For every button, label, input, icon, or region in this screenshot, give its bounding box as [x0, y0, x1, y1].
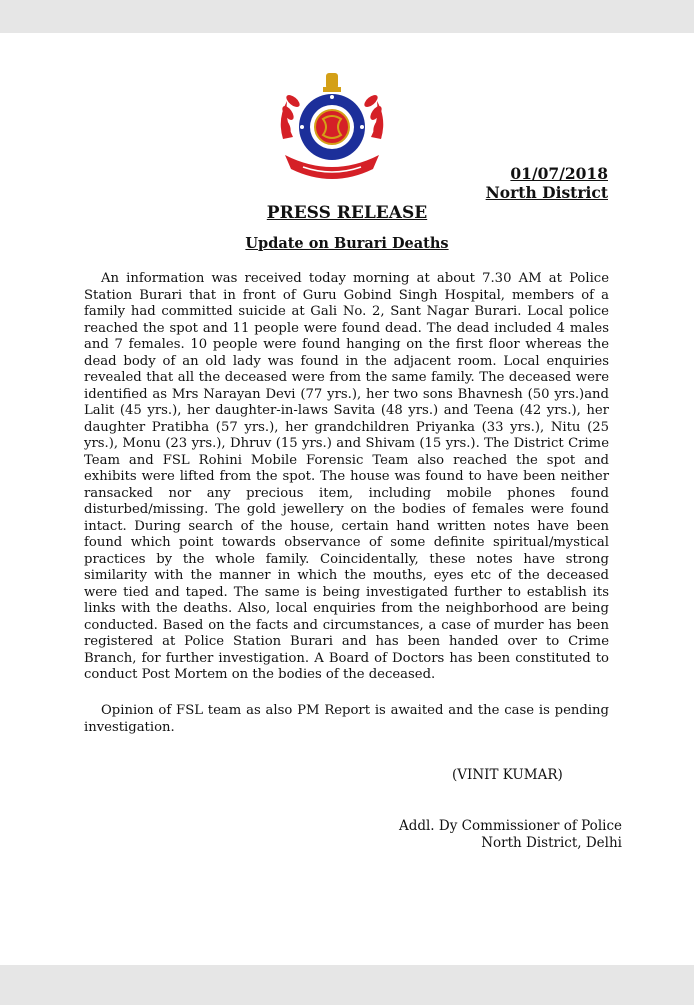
date-district-block	[486, 164, 608, 202]
designation-line-2: North District, Delhi	[481, 835, 622, 851]
delhi-police-emblem-icon	[273, 69, 391, 187]
body-paragraph-1: An information was received today morning at about 7.30 AM at Police Station Burari that in front of Guru Gobind Singh Hospital, members of a family had committed suicide at Gali No. 2, Sant Nagar Burari. Local police reached the spot and 11 people were found dead. The dead included 4 males and 7 females. 10 people were found hanging on the first floor whereas the dead body of an old lady was found in the adjacent room. Local enquiries revealed that all the deceased were from the same family. The deceased were identified as Mrs Narayan Devi (77 yrs.), her two sons Bhavnesh (50 yrs.)and Lalit (45 yrs.), her daughter-in-laws Savita (48 yrs.) and Teena (42 yrs.), her daughter Pratibha (57 yrs.), her grandchildren Priyanka (33 yrs.), Nitu (25 yrs.), Monu (23 yrs.), Dhruv (15 yrs.) and Shivam (15 yrs.). The District Crime Team and FSL Rohini Mobile Forensic Team also reached the spot and exhibits were lifted from the spot. The house was found to have been neither ransacked nor any precious item, including mobile phones found disturbed/missing. The gold jewellery on the bodies of females were found intact. During search of the house, certain hand written notes have been found which point towards observance of some definite spiritual/mystical practices by the whole family. Coincidentally, these notes have strong similarity with the manner in which the mouths, eyes etc of the deceased were tied and taped. The same is being investigated further to establish its links with the deaths. Also, local enquiries from the neighborhood are being conducted. Based on the facts and circumstances, a case of murder has been registered at Police Station Burari and has been handed over to Crime Branch, for further investigation. A Board of Doctors has been constituted to conduct Post Mortem on the bodies of the deceased.	[84, 271, 609, 682]
page-title: PRESS RELEASE	[266, 203, 428, 223]
signatory-name: (VINIT KUMAR)	[452, 767, 563, 783]
body-paragraph-2: Opinion of FSL team as also PM Report is awaited and the case is pending investigation.	[84, 703, 609, 735]
viewer-background	[0, 965, 694, 1005]
district-label: North District	[485, 183, 608, 202]
release-date: 01/07/2018	[510, 164, 608, 183]
designation-line-1: Addl. Dy Commissioner of Police	[398, 818, 622, 834]
signatory-designation	[370, 818, 622, 852]
page-subtitle: Update on Burari Deaths	[245, 235, 449, 252]
